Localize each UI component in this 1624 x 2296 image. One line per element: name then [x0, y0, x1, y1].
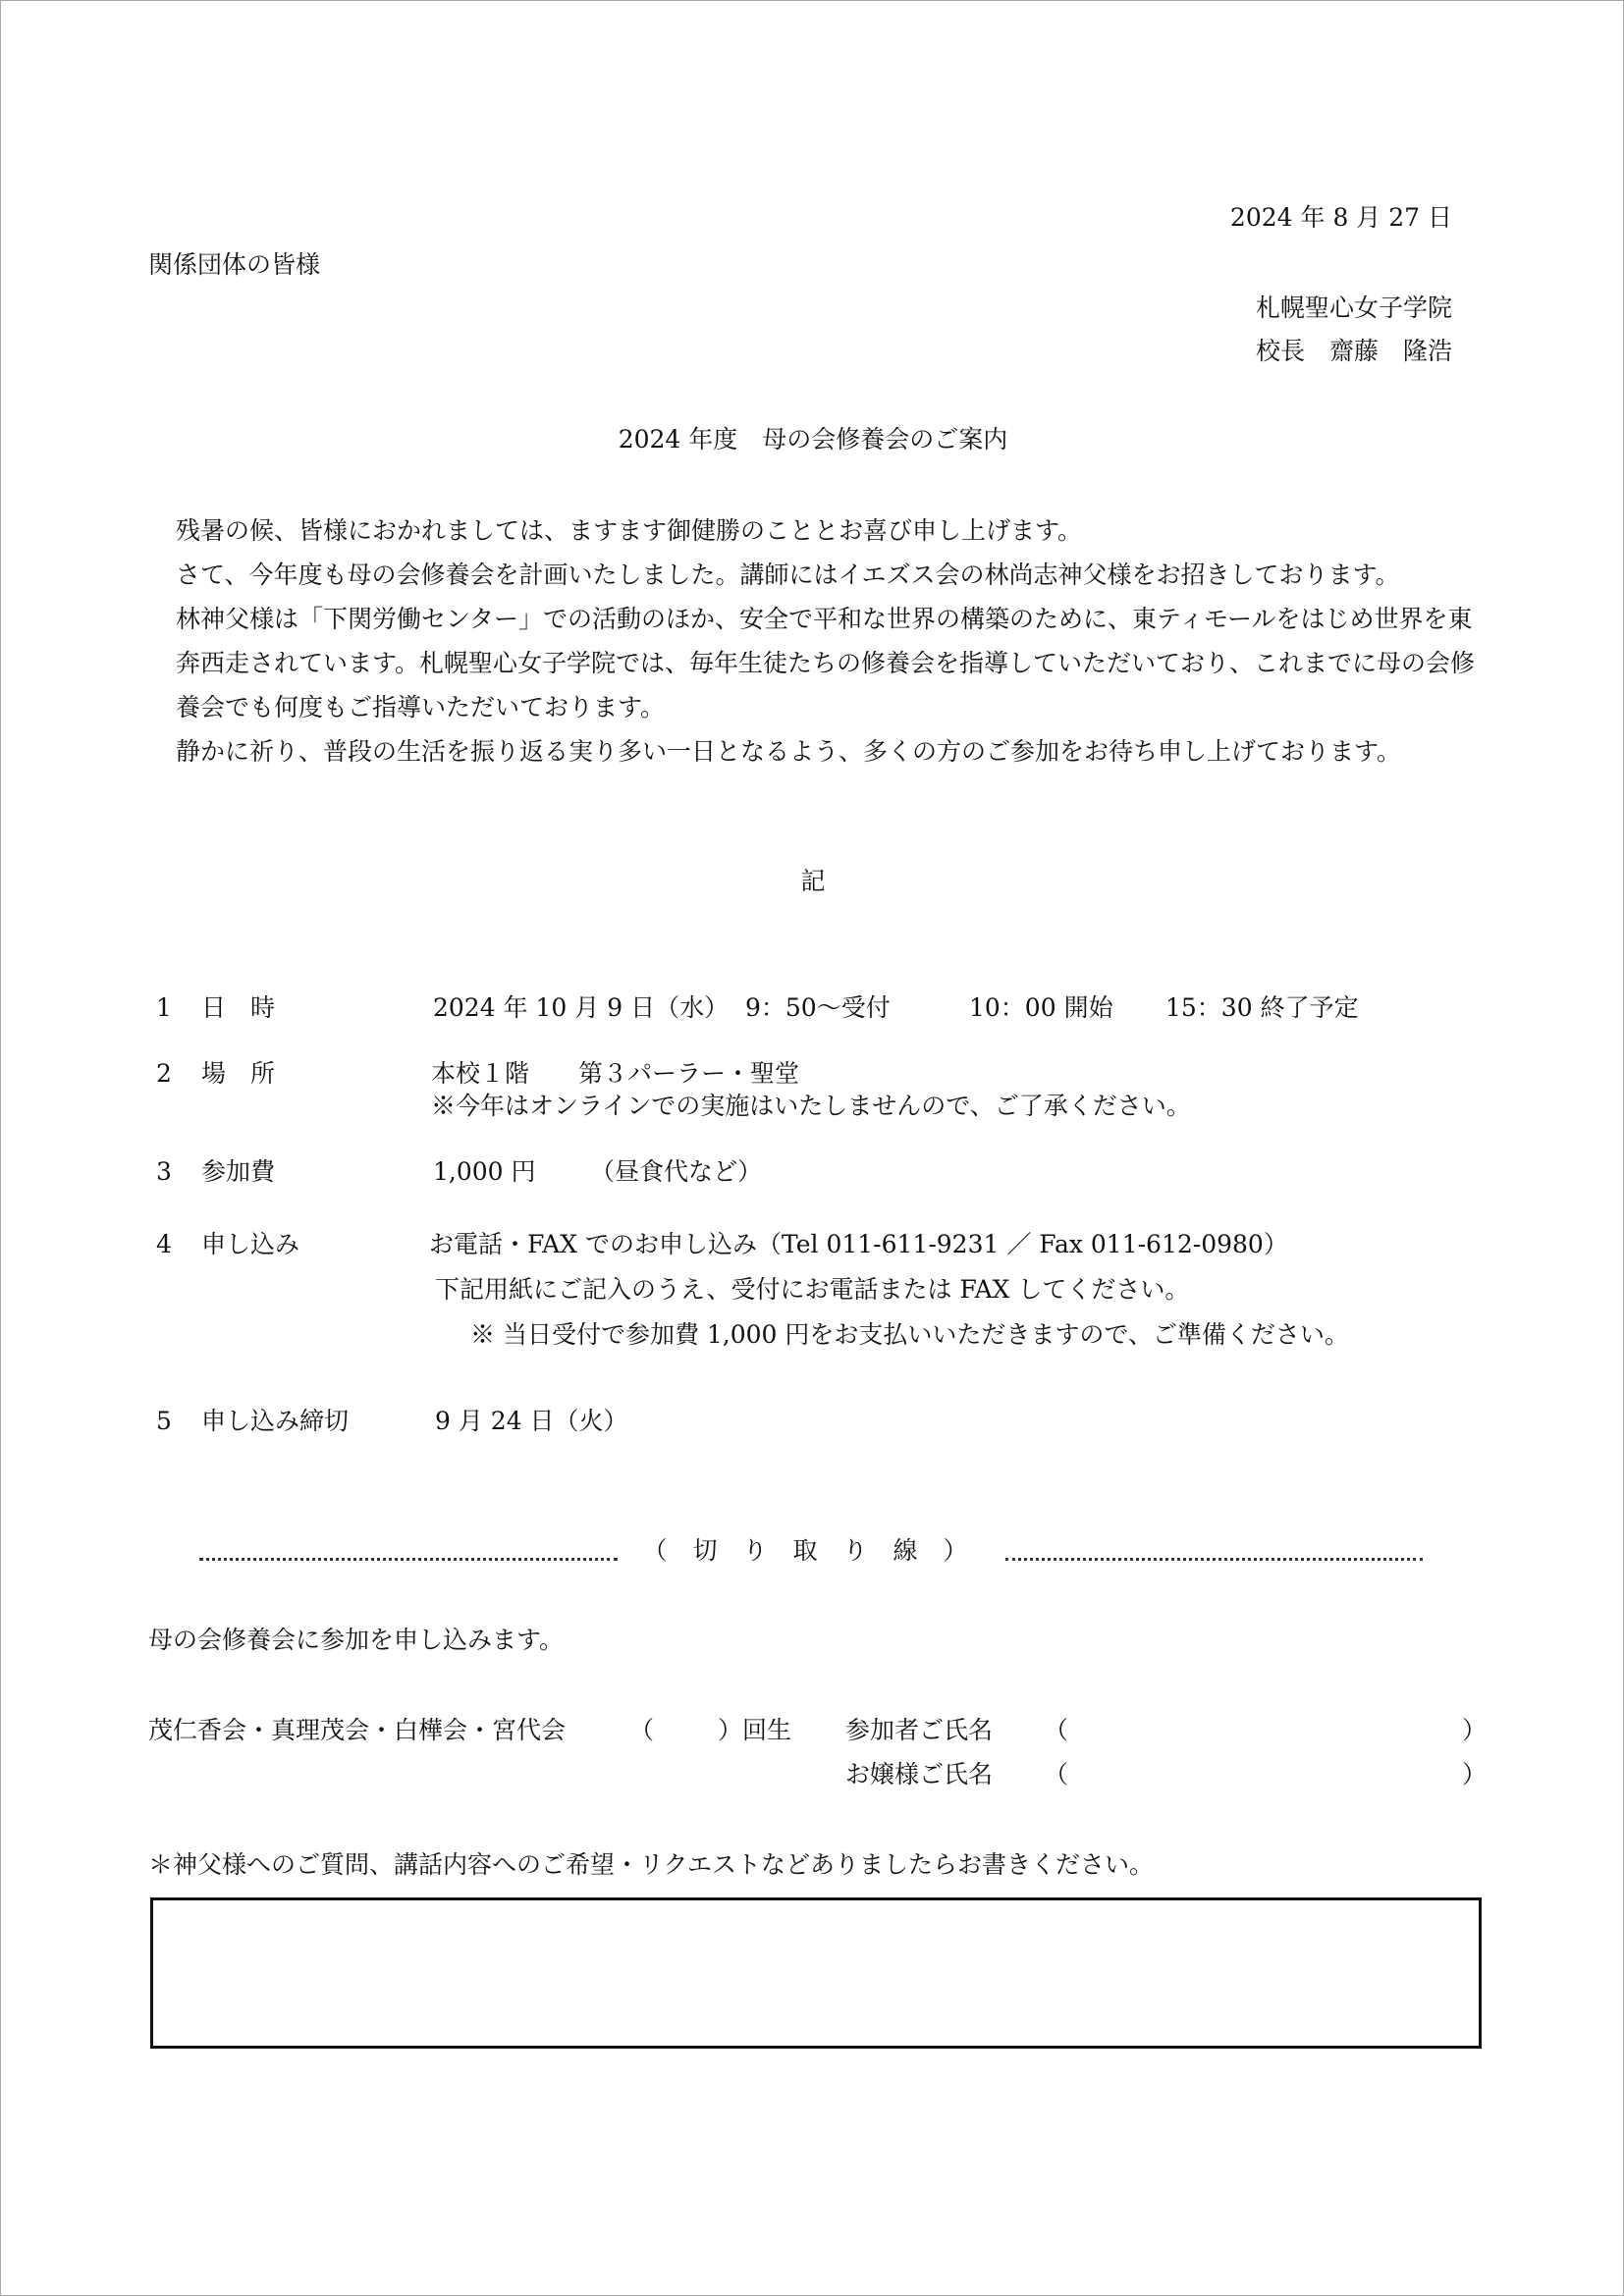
venue-note: ※今年はオンラインでの実施はいたしませんので、ご了承ください。 [431, 1092, 1191, 1120]
participant-name-label: 参加者ご氏名 [845, 1716, 994, 1744]
reception-time: 9：50～受付 [745, 993, 891, 1022]
question-prompt: ＊神父様へのご質問、講話内容へのご希望・リクエストなどありましたらお書きください。 [148, 1850, 1155, 1879]
end-time: 15：30 終了予定 [1165, 993, 1359, 1022]
ki-heading: 記 [800, 867, 826, 895]
sender-org: 札幌聖心女子学院 [1255, 294, 1452, 322]
body-paragraph-4: 静かに祈り、普段の生活を振り返る実り多い一日となるよう、多くの方のご参加をお待ち申し上げております。 [176, 737, 1402, 766]
participant-paren-close: ） [1462, 1716, 1488, 1744]
cut-line-label: （切り取り線） [642, 1536, 994, 1565]
body-text [148, 508, 1484, 774]
daughter-paren-close: ） [1462, 1760, 1488, 1789]
item-3-number: 3 [156, 1157, 172, 1186]
daughter-name-label: お嬢様ご氏名 [845, 1760, 994, 1789]
item-5-label: 申し込み締切 [201, 1407, 350, 1435]
participant-paren-open: （ [1044, 1716, 1069, 1744]
comment-box[interactable] [150, 1897, 1482, 2049]
cut-line-dots-right [1005, 1542, 1424, 1561]
apply-fee-note: ※ 当日受付で参加費 1,000 円をお支払いいただきますので、ご準備ください。 [470, 1320, 1349, 1349]
item-5-number: 5 [156, 1407, 172, 1435]
apply-instructions: 下記用紙にご記入のうえ、受付にお電話または FAX してください。 [435, 1275, 1190, 1304]
issue-date: 2024 年 8 月 27 日 [1229, 203, 1452, 232]
item-1-number: 1 [156, 993, 172, 1022]
item-2-label: 場 所 [201, 1059, 276, 1088]
apply-contact: お電話・FAX でのお申し込み（Tel 011-611-9231 ／ Fax 011-612-0980） [429, 1230, 1288, 1258]
recipient: 関係団体の皆様 [148, 250, 321, 279]
sender-name: 校長 齋藤 隆浩 [1255, 337, 1452, 365]
form-statement: 母の会修養会に参加を申し込みます。 [148, 1626, 565, 1654]
fee-note: （昼食代など） [590, 1157, 763, 1186]
item-3-label: 参加費 [201, 1157, 276, 1186]
item-1-label: 日 時 [201, 993, 276, 1022]
deadline-date: 9 月 24 日（火） [435, 1407, 628, 1435]
item-4-number: 4 [156, 1230, 172, 1258]
item-4-label: 申し込み [201, 1230, 300, 1258]
event-date: 2024 年 10 月 9 日（水） [433, 993, 730, 1022]
item-2-number: 2 [156, 1059, 172, 1088]
daughter-paren-open: （ [1044, 1760, 1069, 1789]
body-paragraph-1: 残暑の候、皆様におかれましては、ますます御健勝のこととお喜び申し上げます。 [176, 516, 1083, 545]
cut-line [188, 1534, 1435, 1568]
grad-year-paren-open: （ [629, 1716, 655, 1744]
alumni-groups: 茂仁香会・真理茂会・白樺会・宮代会 [148, 1716, 567, 1744]
start-time: 10：00 開始 [969, 993, 1113, 1022]
venue: 本校１階 第３パーラー・聖堂 [431, 1059, 800, 1088]
body-paragraph-3: 林神父様は「下関労働センター」での活動のほか、安全で平和な世界の構築のために、東ティモールをはじめ世界を東奔西走されています。札幌聖心女子学院では、毎年生徒たちの修養会を指導していただいており、これまでに母の会修養会でも何度もご指導いただいております。 [176, 605, 1476, 721]
fee-amount: 1,000 円 [433, 1157, 536, 1186]
document-title: 2024 年度 母の会修養会のご案内 [618, 425, 1008, 454]
cut-line-dots-left [199, 1542, 618, 1561]
body-paragraph-2: さて、今年度も母の会修養会を計画いたしました。講師にはイエズス会の林尚志神父様をお招きしております。 [176, 561, 1400, 589]
grad-year-suffix: ）回生 [718, 1716, 792, 1744]
